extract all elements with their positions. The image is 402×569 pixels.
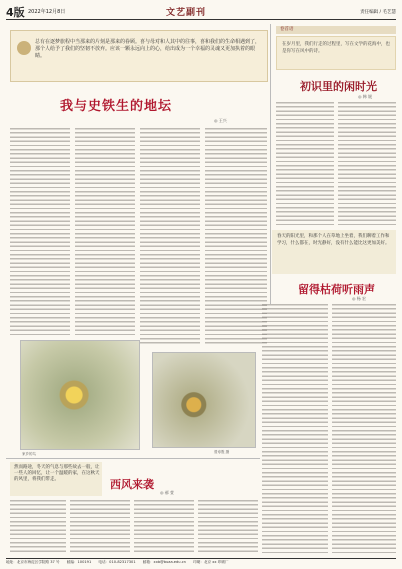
- section-divider: [6, 458, 260, 459]
- article-title-lotus: 留得枯荷听雨声: [298, 283, 375, 296]
- masthead: [6, 4, 396, 20]
- verse-text: 春天的阳光里，和那个人在草地上坐着，我们聊着工作和学习，什么都在，时光静好，没有什么能比这更加美好。: [277, 234, 390, 246]
- article-body-col-1: [10, 128, 70, 336]
- article-body-col-2: [75, 128, 135, 336]
- leisure-body-col-1: [276, 102, 334, 226]
- westwind-body-col-3: [134, 500, 194, 554]
- decorative-seal-icon: [17, 41, 31, 55]
- verse-text-2: 然而路途，冬天的气息与那些故去一般，让一些人的回忆，让一个温暖的家，在这秋天的风里，将我们带走。: [14, 465, 100, 483]
- intro-box: [10, 30, 268, 82]
- article-author-ditan: ◎ 王兴: [214, 118, 227, 123]
- footer-print: 印刷：北京 xx 印刷厂: [193, 560, 229, 564]
- right-column-box: [276, 36, 396, 70]
- photo2-caption: 曾寿胜 摄: [214, 450, 230, 454]
- right-column-box-text: 在岁月里，我们行走的过程里，写在文学的花海中，也是你写在风中的诗。: [282, 42, 390, 54]
- article-author-leisure: ◎ 韩 媛: [358, 94, 373, 99]
- footer-address: 地址：北京市海淀区学院路 37 号: [6, 560, 60, 564]
- westwind-body-col-1: [10, 500, 66, 554]
- bird-photo: [20, 340, 140, 450]
- intro-text: 总有在逐梦旅程中当那来的片刻是那来的眷顾。喜与母对和人其中的往事，喜和我们的生命相遇到了，那个人给予了我们的坚韧不放弃。应该一颗永远向上的心，给出成为一个幸福的灵魂又更加执着的眼睛。: [35, 39, 261, 59]
- column-divider: [270, 24, 271, 304]
- footer-email: 邮箱：xxb@buaa.edu.cn: [142, 560, 186, 564]
- editor-credit: 责任编辑 / 毛艺慧: [360, 10, 396, 15]
- bird-photo-2: [152, 352, 256, 448]
- verse-box-2: [10, 462, 102, 496]
- leisure-body-col-2: [338, 102, 396, 226]
- article-author-westwind: ◎ 郝 萱: [160, 490, 175, 495]
- right-column-header: 卷首语: [276, 26, 396, 34]
- footer-phone: 电话：010-82317301: [98, 560, 136, 564]
- section-title: 文艺副刊: [166, 8, 207, 18]
- article-body-col-3: [140, 128, 200, 344]
- article-title-ditan: 我与史铁生的地坛: [60, 99, 173, 114]
- westwind-body-col-4: [198, 500, 258, 554]
- footer: [6, 558, 396, 566]
- photo-caption: 家乡的鸟: [22, 452, 36, 456]
- footer-postcode: 邮编：100191: [66, 560, 92, 564]
- westwind-body-col-2: [70, 500, 130, 554]
- lotus-body-col-2: [332, 304, 396, 554]
- article-body-col-4: [205, 128, 267, 344]
- article-title-westwind: 西风来袭: [110, 478, 154, 491]
- page-number: 4版: [6, 6, 25, 19]
- article-author-lotus: ◎ 杨 宏: [352, 296, 367, 301]
- issue-date: 2022年12月8日: [28, 9, 66, 15]
- verse-box: [272, 230, 396, 274]
- article-title-leisure: 初识里的闲时光: [300, 80, 377, 93]
- lotus-body-col-1: [262, 304, 328, 554]
